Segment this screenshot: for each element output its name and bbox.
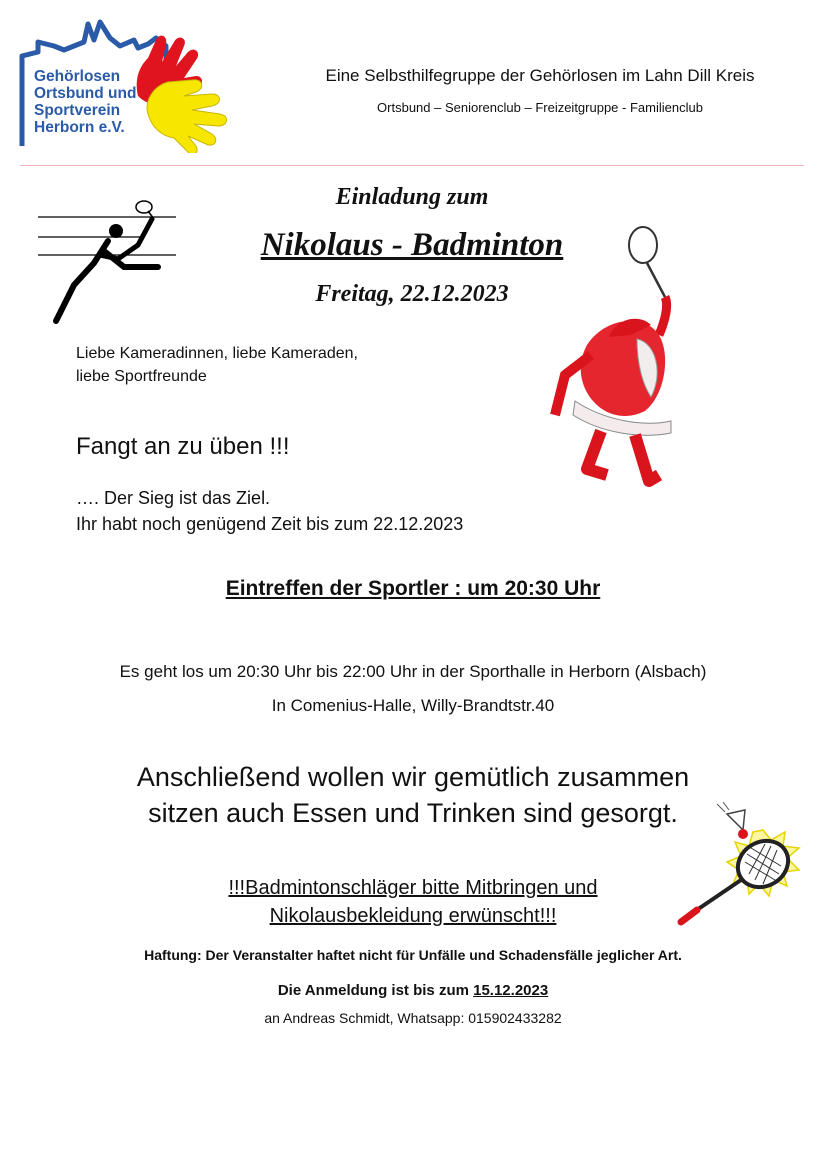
goal-text: …. Der Sieg ist das Ziel. bbox=[76, 488, 271, 508]
invitation-title: Nikolaus - Badminton bbox=[260, 227, 564, 263]
invitation-intro: Einladung zum bbox=[335, 184, 489, 210]
header-groups: Ortsbund – Seniorenclub – Freizeitgruppe - Familienclub bbox=[377, 100, 703, 115]
afterwards-line-1: Anschließend wollen wir gemütlich zusammen bbox=[136, 762, 690, 792]
club-logo bbox=[16, 18, 251, 153]
time-left-text: Ihr habt noch genügend Zeit bis zum 22.12.2023 bbox=[76, 514, 464, 534]
registration-prefix: Die Anmeldung ist bis zum bbox=[277, 982, 474, 999]
invitation-date: Freitag, 22.12.2023 bbox=[315, 281, 509, 307]
schedule-text: Es geht los um 20:30 Uhr bis 22:00 Uhr in der Sporthalle in Herborn (Alsbach) bbox=[119, 662, 707, 681]
registration-text bbox=[113, 982, 713, 999]
badminton-player-icon bbox=[34, 193, 184, 328]
logo-line-3: Sportverein bbox=[34, 102, 121, 119]
liability-text: Haftung: Der Veranstalter haftet nicht für Unfälle und Schadensfälle jeglicher Art. bbox=[144, 947, 682, 963]
logo-line-4: Herborn e.V. bbox=[34, 119, 125, 136]
contact-text: an Andreas Schmidt, Whatsapp: 015902433282 bbox=[264, 1010, 562, 1026]
practice-call: Fangt an zu üben !!! bbox=[76, 433, 290, 460]
registration-date: 15.12.2023 bbox=[473, 982, 549, 999]
venue-text: In Comenius-Halle, Willy-Brandtstr.40 bbox=[271, 696, 555, 715]
header-tagline: Eine Selbsthilfegruppe der Gehörlosen im Lahn Dill Kreis bbox=[325, 66, 755, 85]
santa-badminton-illustration bbox=[535, 225, 695, 490]
logo-line-1: Gehörlosen bbox=[34, 68, 121, 85]
greeting-line-1: Liebe Kameradinnen, liebe Kameraden, bbox=[76, 345, 358, 362]
afterwards-line-2: sitzen auch Essen und Trinken sind gesorgt. bbox=[148, 798, 678, 828]
greeting-line-2: liebe Sportfreunde bbox=[76, 368, 207, 385]
arrival-time: Eintreffen der Sportler : um 20:30 Uhr bbox=[225, 577, 601, 600]
bring-line-1: !!!Badmintonschläger bitte Mitbringen und bbox=[228, 877, 598, 899]
bring-line-2: Nikolausbekleidung erwünscht!!! bbox=[269, 905, 557, 927]
header-divider bbox=[20, 165, 804, 166]
logo-line-2: Ortsbund und bbox=[34, 85, 137, 102]
